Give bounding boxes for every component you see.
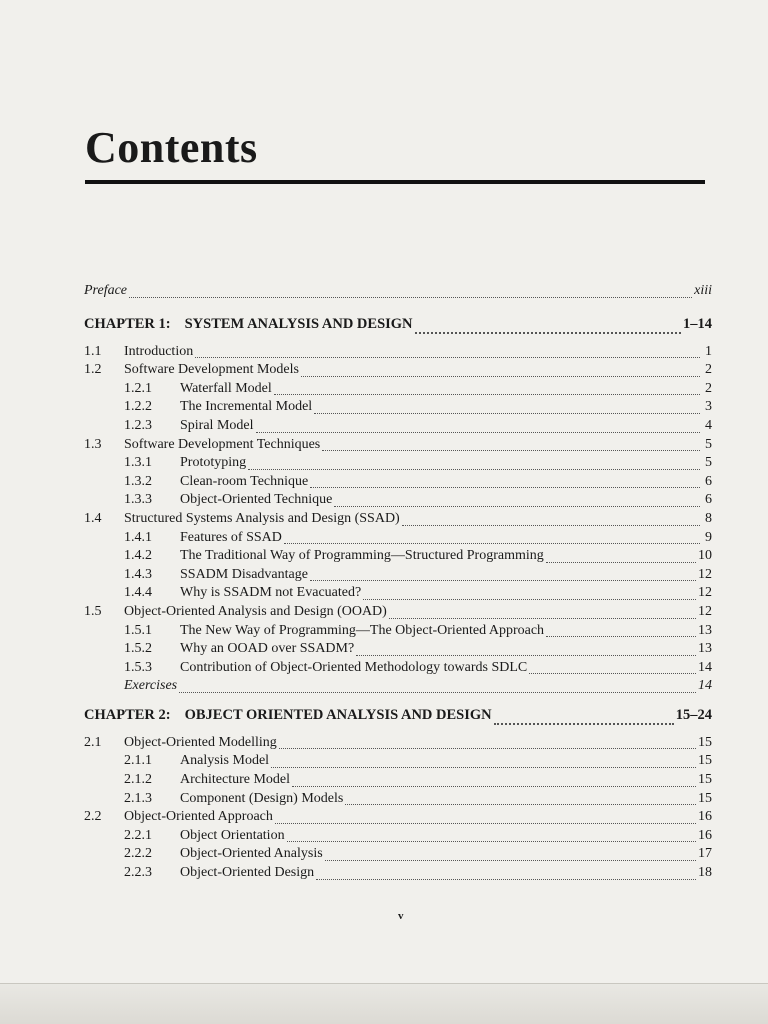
toc-entry-page: 14	[698, 659, 712, 675]
toc-entry[interactable]	[84, 548, 712, 567]
toc-entry-page: 4	[705, 417, 712, 433]
toc-entry[interactable]	[84, 828, 712, 847]
toc-entry-page: 12	[698, 566, 712, 582]
toc-entry[interactable]	[84, 753, 712, 772]
toc-entry-title: Object-Oriented Analysis	[180, 846, 323, 862]
toc-entry-title: Prototyping	[180, 455, 247, 471]
toc-entry[interactable]	[84, 567, 712, 586]
chapter-heading[interactable]	[84, 316, 712, 338]
toc-entry-number: 1.4.2	[124, 548, 152, 564]
dot-leader	[389, 618, 696, 619]
dot-leader	[314, 413, 700, 414]
dot-leader	[415, 332, 681, 334]
toc-entry[interactable]	[84, 623, 712, 642]
toc-entry[interactable]	[84, 846, 712, 865]
toc-entry[interactable]	[84, 437, 712, 456]
dot-leader	[179, 692, 696, 693]
toc-entry-title: Object-Oriented Analysis and Design (OOAD)	[124, 603, 387, 619]
toc-entry[interactable]	[84, 344, 712, 363]
dot-leader	[546, 636, 696, 637]
table-of-contents	[84, 283, 712, 884]
toc-entry-title: Structured Systems Analysis and Design (SSAD)	[124, 510, 400, 526]
toc-entry-title: Software Development Models	[124, 362, 299, 378]
dot-leader	[363, 599, 696, 600]
toc-entry-page: 3	[705, 399, 712, 415]
toc-entry[interactable]	[84, 362, 712, 381]
toc-entry-number: 1.4	[84, 510, 102, 526]
toc-entry-number: 1.3.2	[124, 473, 152, 489]
dot-leader	[195, 357, 700, 358]
dot-leader	[345, 804, 696, 805]
toc-entry[interactable]	[84, 604, 712, 623]
toc-entry-page: 13	[698, 641, 712, 657]
toc-entry-page: 15	[698, 772, 712, 788]
toc-entry-number: 2.2.3	[124, 865, 152, 881]
toc-entry[interactable]	[84, 791, 712, 810]
dot-leader	[275, 823, 696, 824]
toc-entry-number: 1.5.3	[124, 659, 152, 675]
toc-entry[interactable]	[84, 772, 712, 791]
chapter-title: OBJECT ORIENTED ANALYSIS AND DESIGN	[184, 706, 492, 723]
toc-entry-page: 15	[698, 753, 712, 769]
toc-entry-number: 2.1.2	[124, 772, 152, 788]
toc-entry-title: Component (Design) Models	[180, 790, 344, 806]
dot-leader	[494, 723, 674, 725]
dot-leader	[271, 767, 696, 768]
toc-entry-page: 15	[698, 790, 712, 806]
toc-entry-title: Object Orientation	[180, 827, 285, 843]
toc-entry-number: 2.2.2	[124, 846, 152, 862]
chapter-label: CHAPTER 2:	[84, 706, 171, 723]
toc-entry-title: Introduction	[124, 343, 194, 359]
toc-entry[interactable]	[84, 809, 712, 828]
toc-entry-number: 1.3.1	[124, 455, 152, 471]
dot-leader	[316, 879, 696, 880]
dot-leader	[284, 543, 700, 544]
toc-entry-title: Clean-room Technique	[180, 473, 309, 489]
toc-entry-number: 1.2.2	[124, 399, 152, 415]
toc-entry-page: 6	[705, 492, 712, 508]
page-number: v	[398, 910, 404, 922]
toc-entry-page: 15	[698, 734, 712, 750]
toc-entry-page: 16	[698, 827, 712, 843]
dot-leader	[256, 432, 701, 433]
toc-entry-page: 13	[698, 622, 712, 638]
toc-entry[interactable]	[84, 399, 712, 418]
chapter-label: CHAPTER 1:	[84, 315, 171, 332]
toc-entry-page: 1	[705, 343, 712, 359]
dot-leader	[129, 297, 692, 298]
toc-entry-title: The Incremental Model	[180, 399, 313, 415]
toc-entry-number: 1.4.4	[124, 585, 152, 601]
chapter-list	[84, 316, 712, 884]
toc-entry-number: 2.1	[84, 734, 102, 750]
toc-entry-title: SSADM Disadvantage	[180, 566, 308, 582]
toc-entry-page: xiii	[694, 283, 712, 298]
dot-leader	[402, 525, 700, 526]
toc-entry-page: 12	[698, 603, 712, 619]
toc-entry-title: Preface	[84, 283, 128, 298]
dot-leader	[279, 748, 696, 749]
toc-entry[interactable]	[84, 455, 712, 474]
toc-entry-title: Why is SSADM not Evacuated?	[180, 585, 362, 601]
toc-entry-number: 1.5	[84, 603, 102, 619]
toc-entry-page: 10	[698, 548, 712, 564]
toc-entry[interactable]	[84, 660, 712, 679]
toc-entry-page: 17	[698, 846, 712, 862]
toc-entry[interactable]	[84, 474, 712, 493]
toc-entry-page: 9	[705, 529, 712, 545]
dot-leader	[301, 376, 700, 377]
toc-entry[interactable]	[84, 641, 712, 660]
toc-entry[interactable]	[84, 865, 712, 884]
dot-leader	[248, 469, 700, 470]
dot-leader	[356, 655, 696, 656]
toc-entry[interactable]	[84, 492, 712, 511]
toc-entry-page: 12	[698, 585, 712, 601]
toc-entry-title: Software Development Techniques	[124, 436, 321, 452]
toc-entry-title: Object-Oriented Technique	[180, 492, 333, 508]
toc-entry[interactable]	[84, 530, 712, 549]
dot-leader	[529, 673, 696, 674]
toc-entry-preface[interactable]	[84, 283, 712, 302]
toc-entry-title: Object-Oriented Modelling	[124, 734, 277, 750]
toc-entry-number: 1.4.1	[124, 529, 152, 545]
toc-entry-page: 6	[705, 473, 712, 489]
toc-entry-page: 18	[698, 865, 712, 881]
toc-entry-title: Exercises	[124, 678, 178, 694]
toc-entry-page: 5	[705, 455, 712, 471]
toc-entry[interactable]	[84, 418, 712, 437]
dot-leader	[292, 786, 696, 787]
toc-entry-title: Object-Oriented Approach	[124, 809, 273, 825]
dot-leader	[546, 562, 696, 563]
toc-entry-number: 2.2.1	[124, 827, 152, 843]
chapter-title: SYSTEM ANALYSIS AND DESIGN	[184, 315, 413, 332]
toc-entry-page: 8	[705, 510, 712, 526]
toc-entry-title: Analysis Model	[180, 753, 270, 769]
toc-entry[interactable]	[84, 381, 712, 400]
toc-entry[interactable]	[84, 735, 712, 754]
toc-entry-number: 1.2	[84, 362, 102, 378]
toc-entry-title: Waterfall Model	[180, 380, 272, 396]
dot-leader	[274, 394, 700, 395]
page-edge	[0, 983, 768, 1024]
chapter-pages: 15–24	[675, 706, 712, 723]
toc-entry-page: 2	[705, 362, 712, 378]
toc-entry-page: 2	[705, 380, 712, 396]
dot-leader	[310, 487, 700, 488]
toc-entry-number: 1.2.1	[124, 380, 152, 396]
toc-entry-title: Architecture Model	[180, 772, 291, 788]
toc-entry-title: Why an OOAD over SSADM?	[180, 641, 355, 657]
dot-leader	[310, 580, 696, 581]
toc-entry-title: Spiral Model	[180, 417, 254, 433]
chapter-heading[interactable]	[84, 707, 712, 729]
dot-leader	[334, 506, 700, 507]
dot-leader	[322, 450, 700, 451]
toc-entry-page: 16	[698, 809, 712, 825]
chapter-pages: 1–14	[683, 315, 712, 332]
toc-entry-number: 1.2.3	[124, 417, 152, 433]
toc-entry-number: 1.5.1	[124, 622, 152, 638]
toc-entry-number: 1.1	[84, 343, 102, 359]
toc-entry-number: 2.2	[84, 809, 102, 825]
toc-entry-number: 1.3	[84, 436, 102, 452]
toc-entry-title: The Traditional Way of Programming—Structured Programming	[180, 548, 544, 564]
toc-entry-page: 5	[705, 436, 712, 452]
dot-leader	[287, 841, 696, 842]
page-title: Contents	[85, 123, 258, 172]
toc-entry[interactable]	[84, 511, 712, 530]
toc-entry-title: Contribution of Object-Oriented Methodology towards SDLC	[180, 659, 528, 675]
toc-entry-number: 1.3.3	[124, 492, 152, 508]
toc-entry-number: 1.4.3	[124, 566, 152, 582]
dot-leader	[325, 860, 696, 861]
toc-entry-number: 2.1.3	[124, 790, 152, 806]
toc-entry-title: Object-Oriented Design	[180, 865, 315, 881]
toc-entry[interactable]	[84, 678, 712, 697]
toc-entry[interactable]	[84, 585, 712, 604]
toc-entry-title: Features of SSAD	[180, 529, 282, 545]
title-rule	[85, 180, 705, 184]
toc-entry-number: 2.1.1	[124, 753, 152, 769]
toc-entry-number: 1.5.2	[124, 641, 152, 657]
toc-entry-page: 14	[698, 678, 712, 694]
toc-entry-title: The New Way of Programming—The Object-Oriented Approach	[180, 622, 545, 638]
